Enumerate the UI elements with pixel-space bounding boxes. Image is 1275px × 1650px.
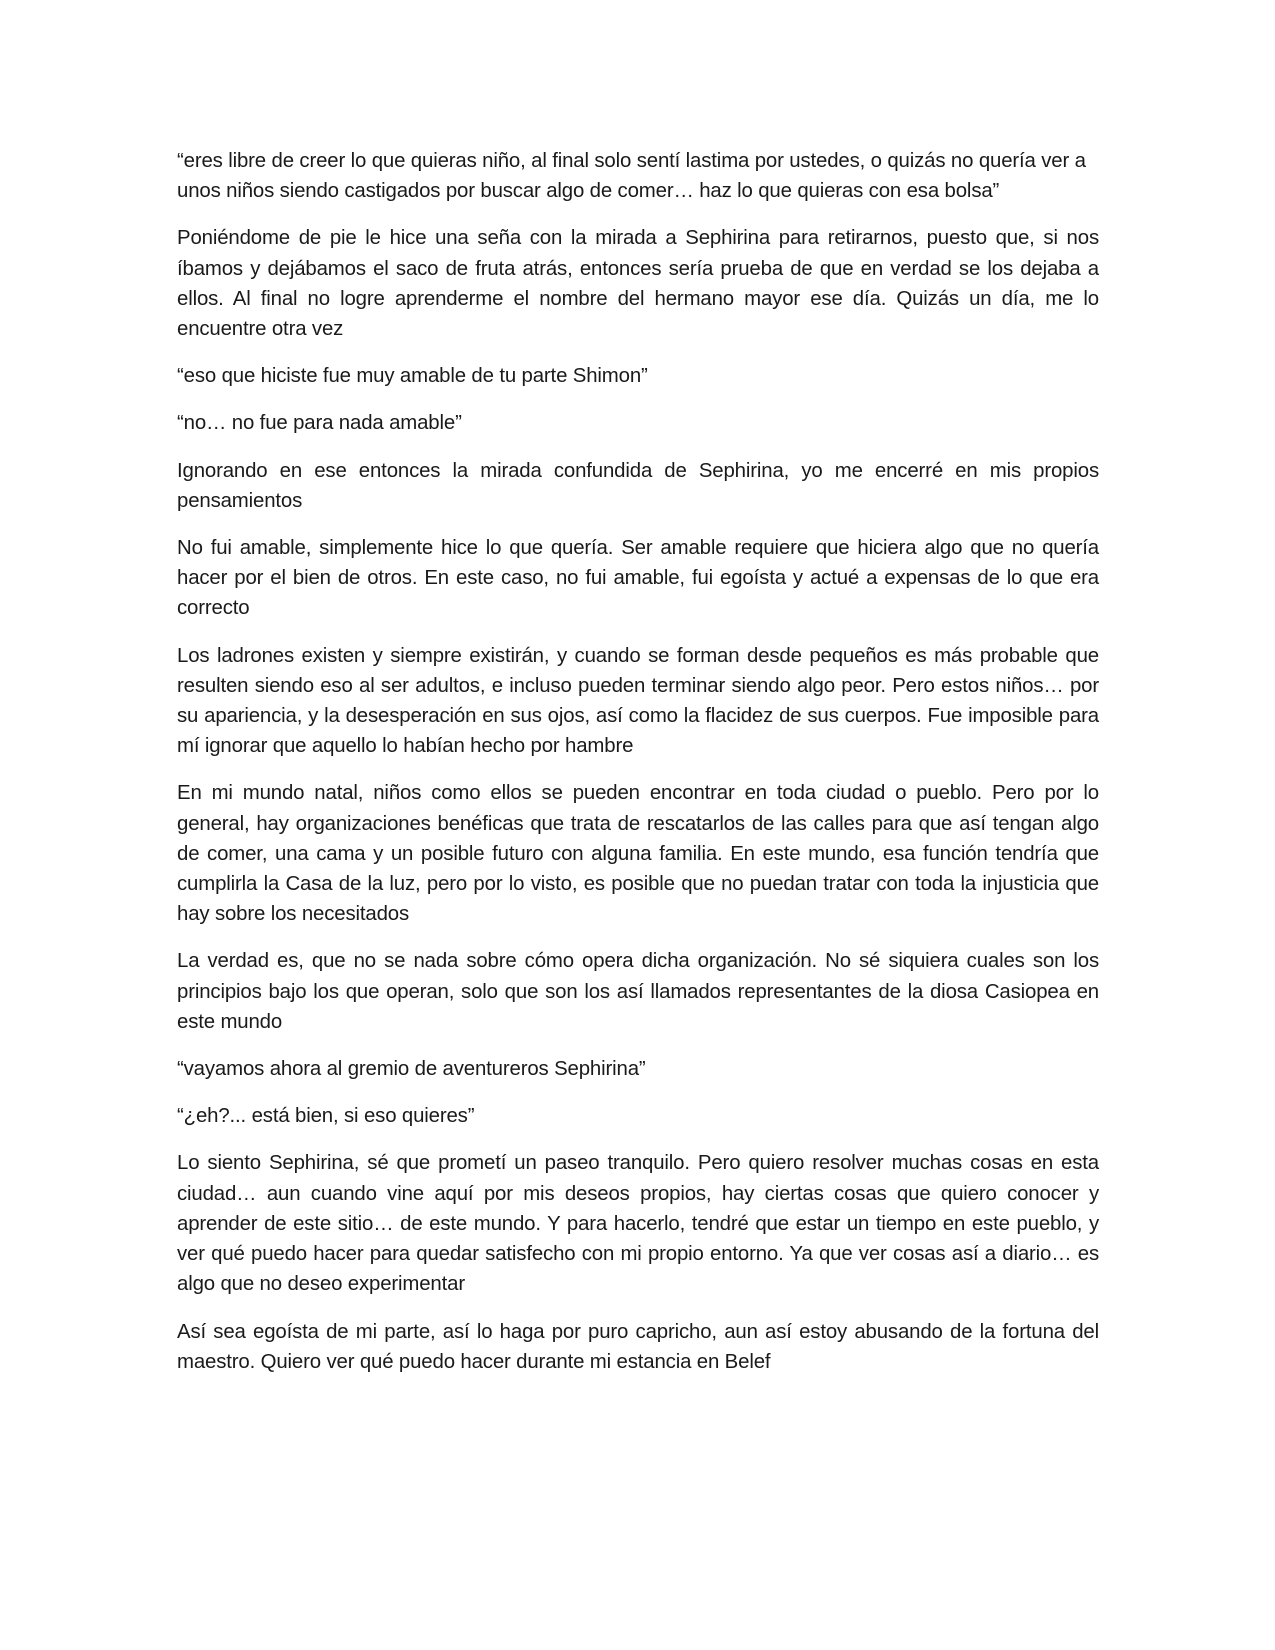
paragraph-dialogue: “vayamos ahora al gremio de aventureros Sephirina” (177, 1058, 646, 1081)
paragraph: Lo siento Sephirina, sé que prometí un paseo tranquilo. Pero quiero resolver muchas cosas en esta ciudad… aun cuando vine aquí por mis deseos propios, hay ciertas cosas que quiero conocer y aprender de este sitio… de este mundo. Y para hacerlo, tendré que estar un tiempo en este pueblo, y ver qué puedo hacer para quedar satisfecho con mi propio entorno. Ya que ver cosas así a diario… es algo que no deseo experimentar (177, 1152, 1099, 1296)
paragraph: Los ladrones existen y siempre existirán, y cuando se forman desde pequeños es más probable que resulten siendo eso al ser adultos, e incluso pueden terminar siendo algo peor. Pero estos niños… por su apariencia, y la desesperación en sus ojos, así como la flacidez de sus cuerpos. Fue imposible para mí ignorar que aquello lo habían hecho por hambre (177, 644, 1099, 758)
document-body (177, 146, 1099, 1394)
paragraph: La verdad es, que no se nada sobre cómo opera dicha organización. No sé siquiera cuales son los principios bajo los que operan, solo que son los así llamados representantes de la diosa Casiopea en este mundo (177, 950, 1099, 1033)
paragraph-dialogue: “eso que hiciste fue muy amable de tu parte Shimon” (177, 365, 648, 388)
paragraph: Poniéndome de pie le hice una seña con la mirada a Sephirina para retirarnos, puesto que, si nos íbamos y dejábamos el saco de fruta atrás, entonces sería prueba de que en verdad se los dejaba a ellos. Al final no logre aprenderme el nombre del hermano mayor ese día. Quizás un día, me lo encuentre otra vez (177, 227, 1099, 341)
paragraph: No fui amable, simplemente hice lo que quería. Ser amable requiere que hiciera algo que no quería hacer por el bien de otros. En este caso, no fui amable, fui egoísta y actué a expensas de lo que era correcto (177, 537, 1099, 620)
paragraph-dialogue: “no… no fue para nada amable” (177, 412, 462, 435)
paragraph: Ignorando en ese entonces la mirada confundida de Sephirina, yo me encerré en mis propios pensamientos (177, 459, 1099, 512)
paragraph: En mi mundo natal, niños como ellos se pueden encontrar en toda ciudad o pueblo. Pero por lo general, hay organizaciones benéficas que trata de rescatarlos de las calles para que así tengan algo de comer, una cama y un posible futuro con alguna familia. En este mundo, esa función tendría que cumplirla la Casa de la luz, pero por lo visto, es posible que no puedan tratar con toda la injusticia que hay sobre los necesitados (177, 782, 1099, 926)
paragraph-dialogue: “eres libre de creer lo que quieras niño, al final solo sentí lastima por ustedes, o quizás no quería ver a unos niños siendo castigados por buscar algo de comer… haz lo que quieras con esa bolsa” (177, 150, 1086, 203)
paragraph-dialogue: “¿eh?... está bien, si eso quieres” (177, 1105, 475, 1128)
paragraph: Así sea egoísta de mi parte, así lo haga por puro capricho, aun así estoy abusando de la fortuna del maestro. Quiero ver qué puedo hacer durante mi estancia en Belef (177, 1320, 1099, 1373)
